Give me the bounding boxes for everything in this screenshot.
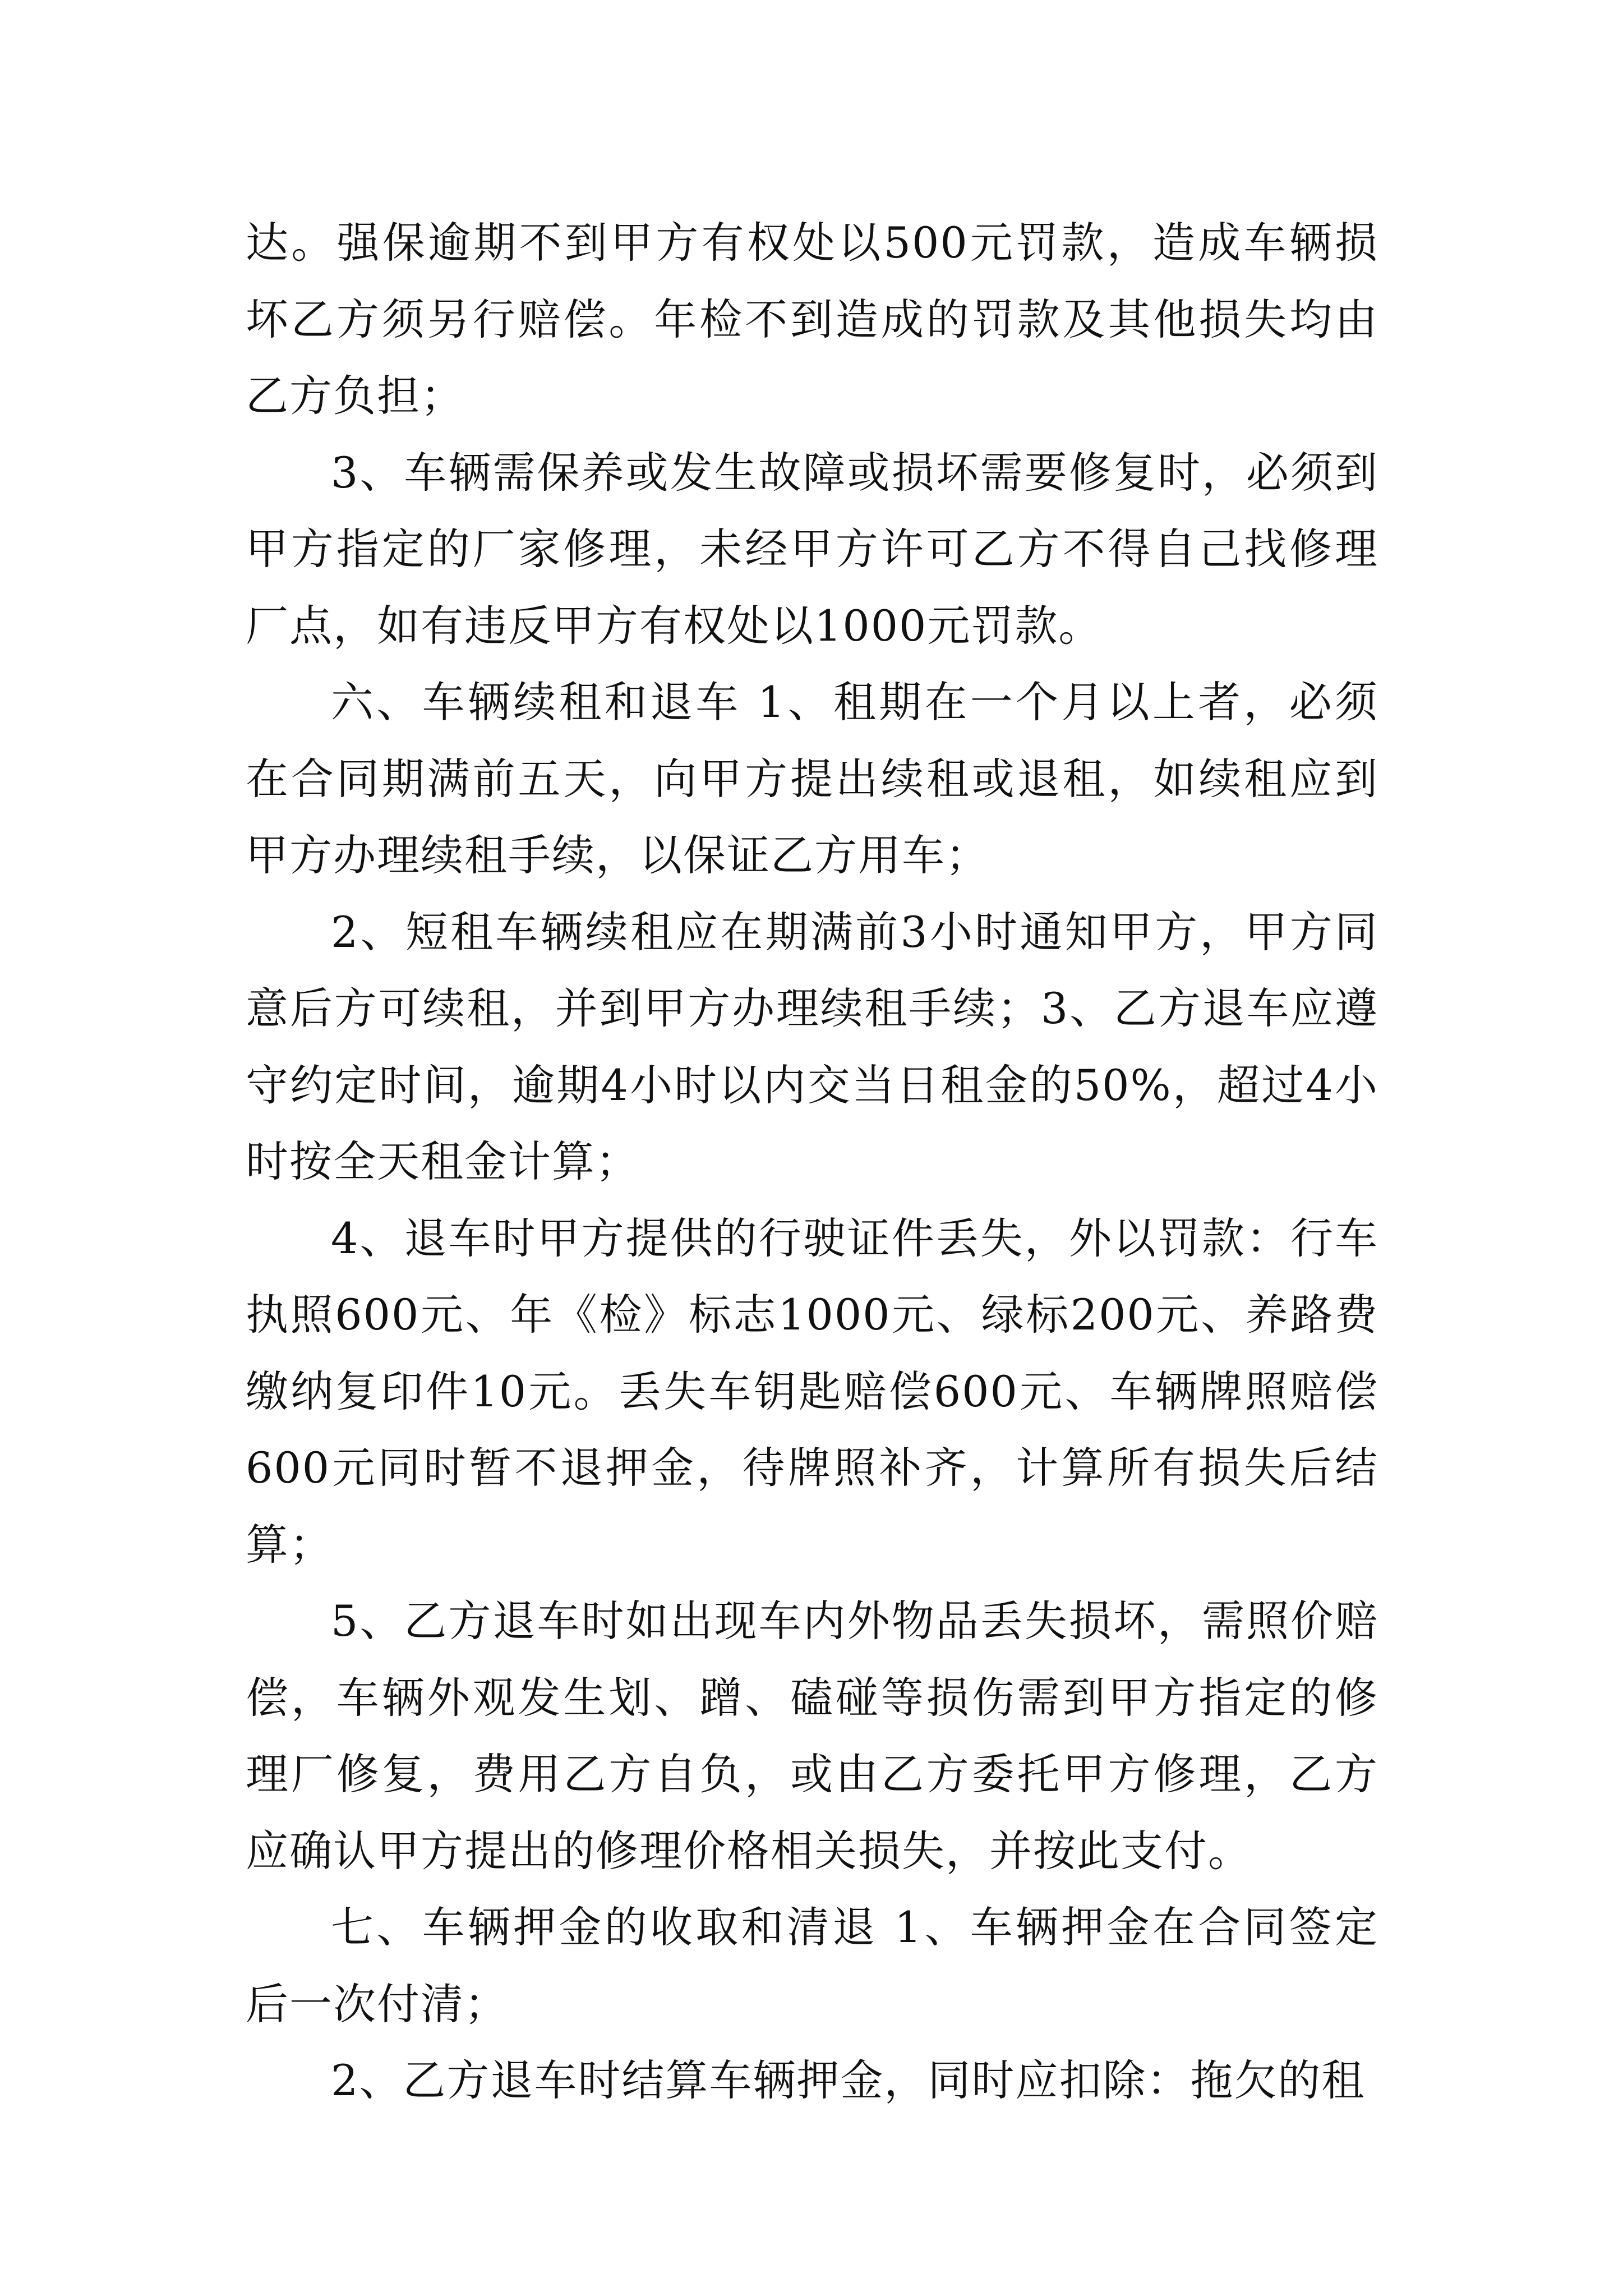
paragraph-clause-5-2-continued: 达。强保逾期不到甲方有权处以500元罚款，造成车辆损坏乙方须另行赔偿。年检不到造成的罚款及其他损失均由乙方负担；: [246, 218, 1378, 421]
paragraph-clause-6-5: 5、乙方退车时如出现车内外物品丢失损坏，需照价赔偿，车辆外观发生划、蹭、磕碰等损伤需到甲方指定的修理厂修复，费用乙方自负，或由乙方委托甲方修理，乙方应确认甲方提出的修理价格相关损失，并按此支付。: [246, 1596, 1378, 1876]
paragraph-clause-6-4: 4、退车时甲方提供的行驶证件丢失，外以罚款：行车执照600元、年《检》标志1000元、绿标200元、养路费缴纳复印件10元。丢失车钥匙赔偿600元、车辆牌照赔偿600元同时暂不退押金，待牌照补齐，计算所有损失后结算；: [246, 1213, 1378, 1570]
paragraph-clause-7-1: 七、车辆押金的收取和清退 1、车辆押金在合同签定后一次付清；: [246, 1902, 1378, 2029]
paragraph-clause-6-1: 六、车辆续租和退车 1、租期在一个月以上者，必须在合同期满前五天，向甲方提出续租或退租，如续租应到甲方办理续租手续，以保证乙方用车；: [246, 677, 1378, 880]
paragraph-clause-6-2-3: 2、短租车辆续租应在期满前3小时通知甲方，甲方同意后方可续租，并到甲方办理续租手续；3、乙方退车应遵守约定时间，逾期4小时以内交当日租金的50%，超过4小时按全天租金计算；: [246, 907, 1378, 1186]
paragraph-clause-7-2: 2、乙方退车时结算车辆押金，同时应扣除：拖欠的租: [331, 2055, 1366, 2105]
document-page: [246, 205, 1378, 2119]
paragraph-clause-5-3: 3、车辆需保养或发生故障或损坏需要修复时，必须到甲方指定的厂家修理，未经甲方许可乙方不得自己找修理厂点，如有违反甲方有权处以1000元罚款。: [246, 447, 1378, 651]
